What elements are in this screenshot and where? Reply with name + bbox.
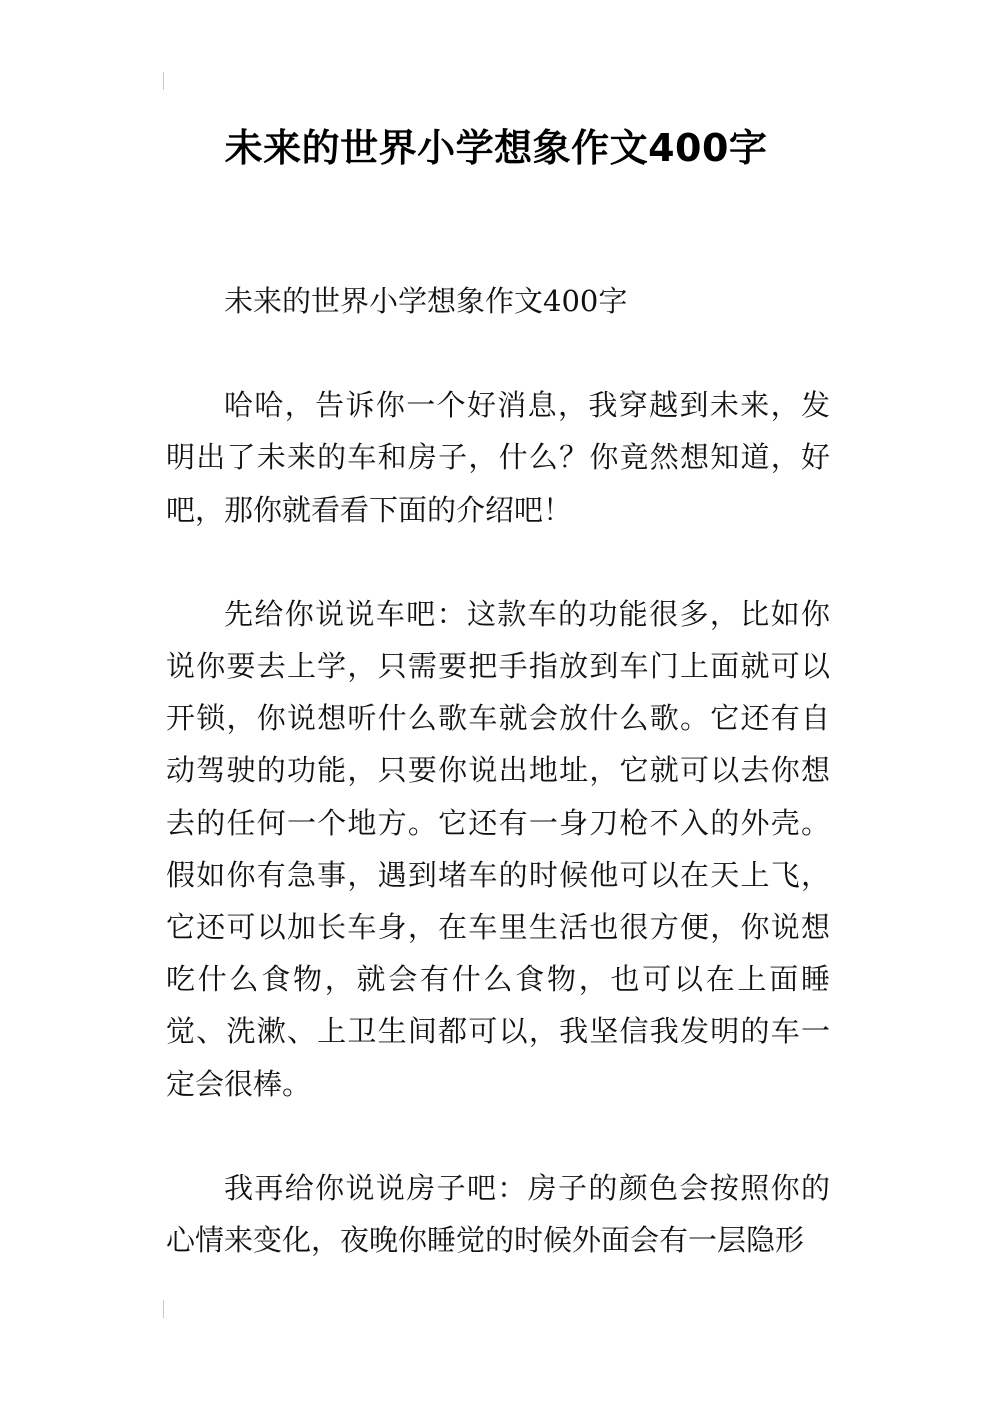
paragraph-house: 我再给你说说房子吧：房子的颜色会按照你的心情来变化，夜晚你睡觉的时候外面会有一层隐形: [166, 1170, 830, 1258]
body-subtitle: 未来的世界小学想象作文400字: [224, 284, 628, 318]
document-body: [166, 275, 830, 1266]
paragraph-intro: 哈哈，告诉你一个好消息，我穿越到未来，发明出了未来的车和房子，什么？你竟然想知道，好吧，那你就看看下面的介绍吧！: [166, 388, 830, 527]
crop-mark-bottom: [163, 1300, 164, 1318]
crop-mark-top: [163, 72, 164, 90]
document-title: 未来的世界小学想象作文400字: [224, 126, 768, 170]
paragraph-car: 先给你说说车吧：这款车的功能很多，比如你说你要去上学，只需要把手指放到车门上面就可以开锁，你说想听什么歌车就会放什么歌。它还有自动驾驶的功能，只要你说出地址，它就可以去你想去的任何一个地方。它还有一身刀枪不入的外壳。假如你有急事，遇到堵车的时候他可以在天上飞，它还可以加长车身，在车里生活也很方便，你说想吃什么食物，就会有什么食物，也可以在上面睡觉、洗漱、上卫生间都可以，我坚信我发明的车一定会很棒。: [166, 596, 830, 1101]
